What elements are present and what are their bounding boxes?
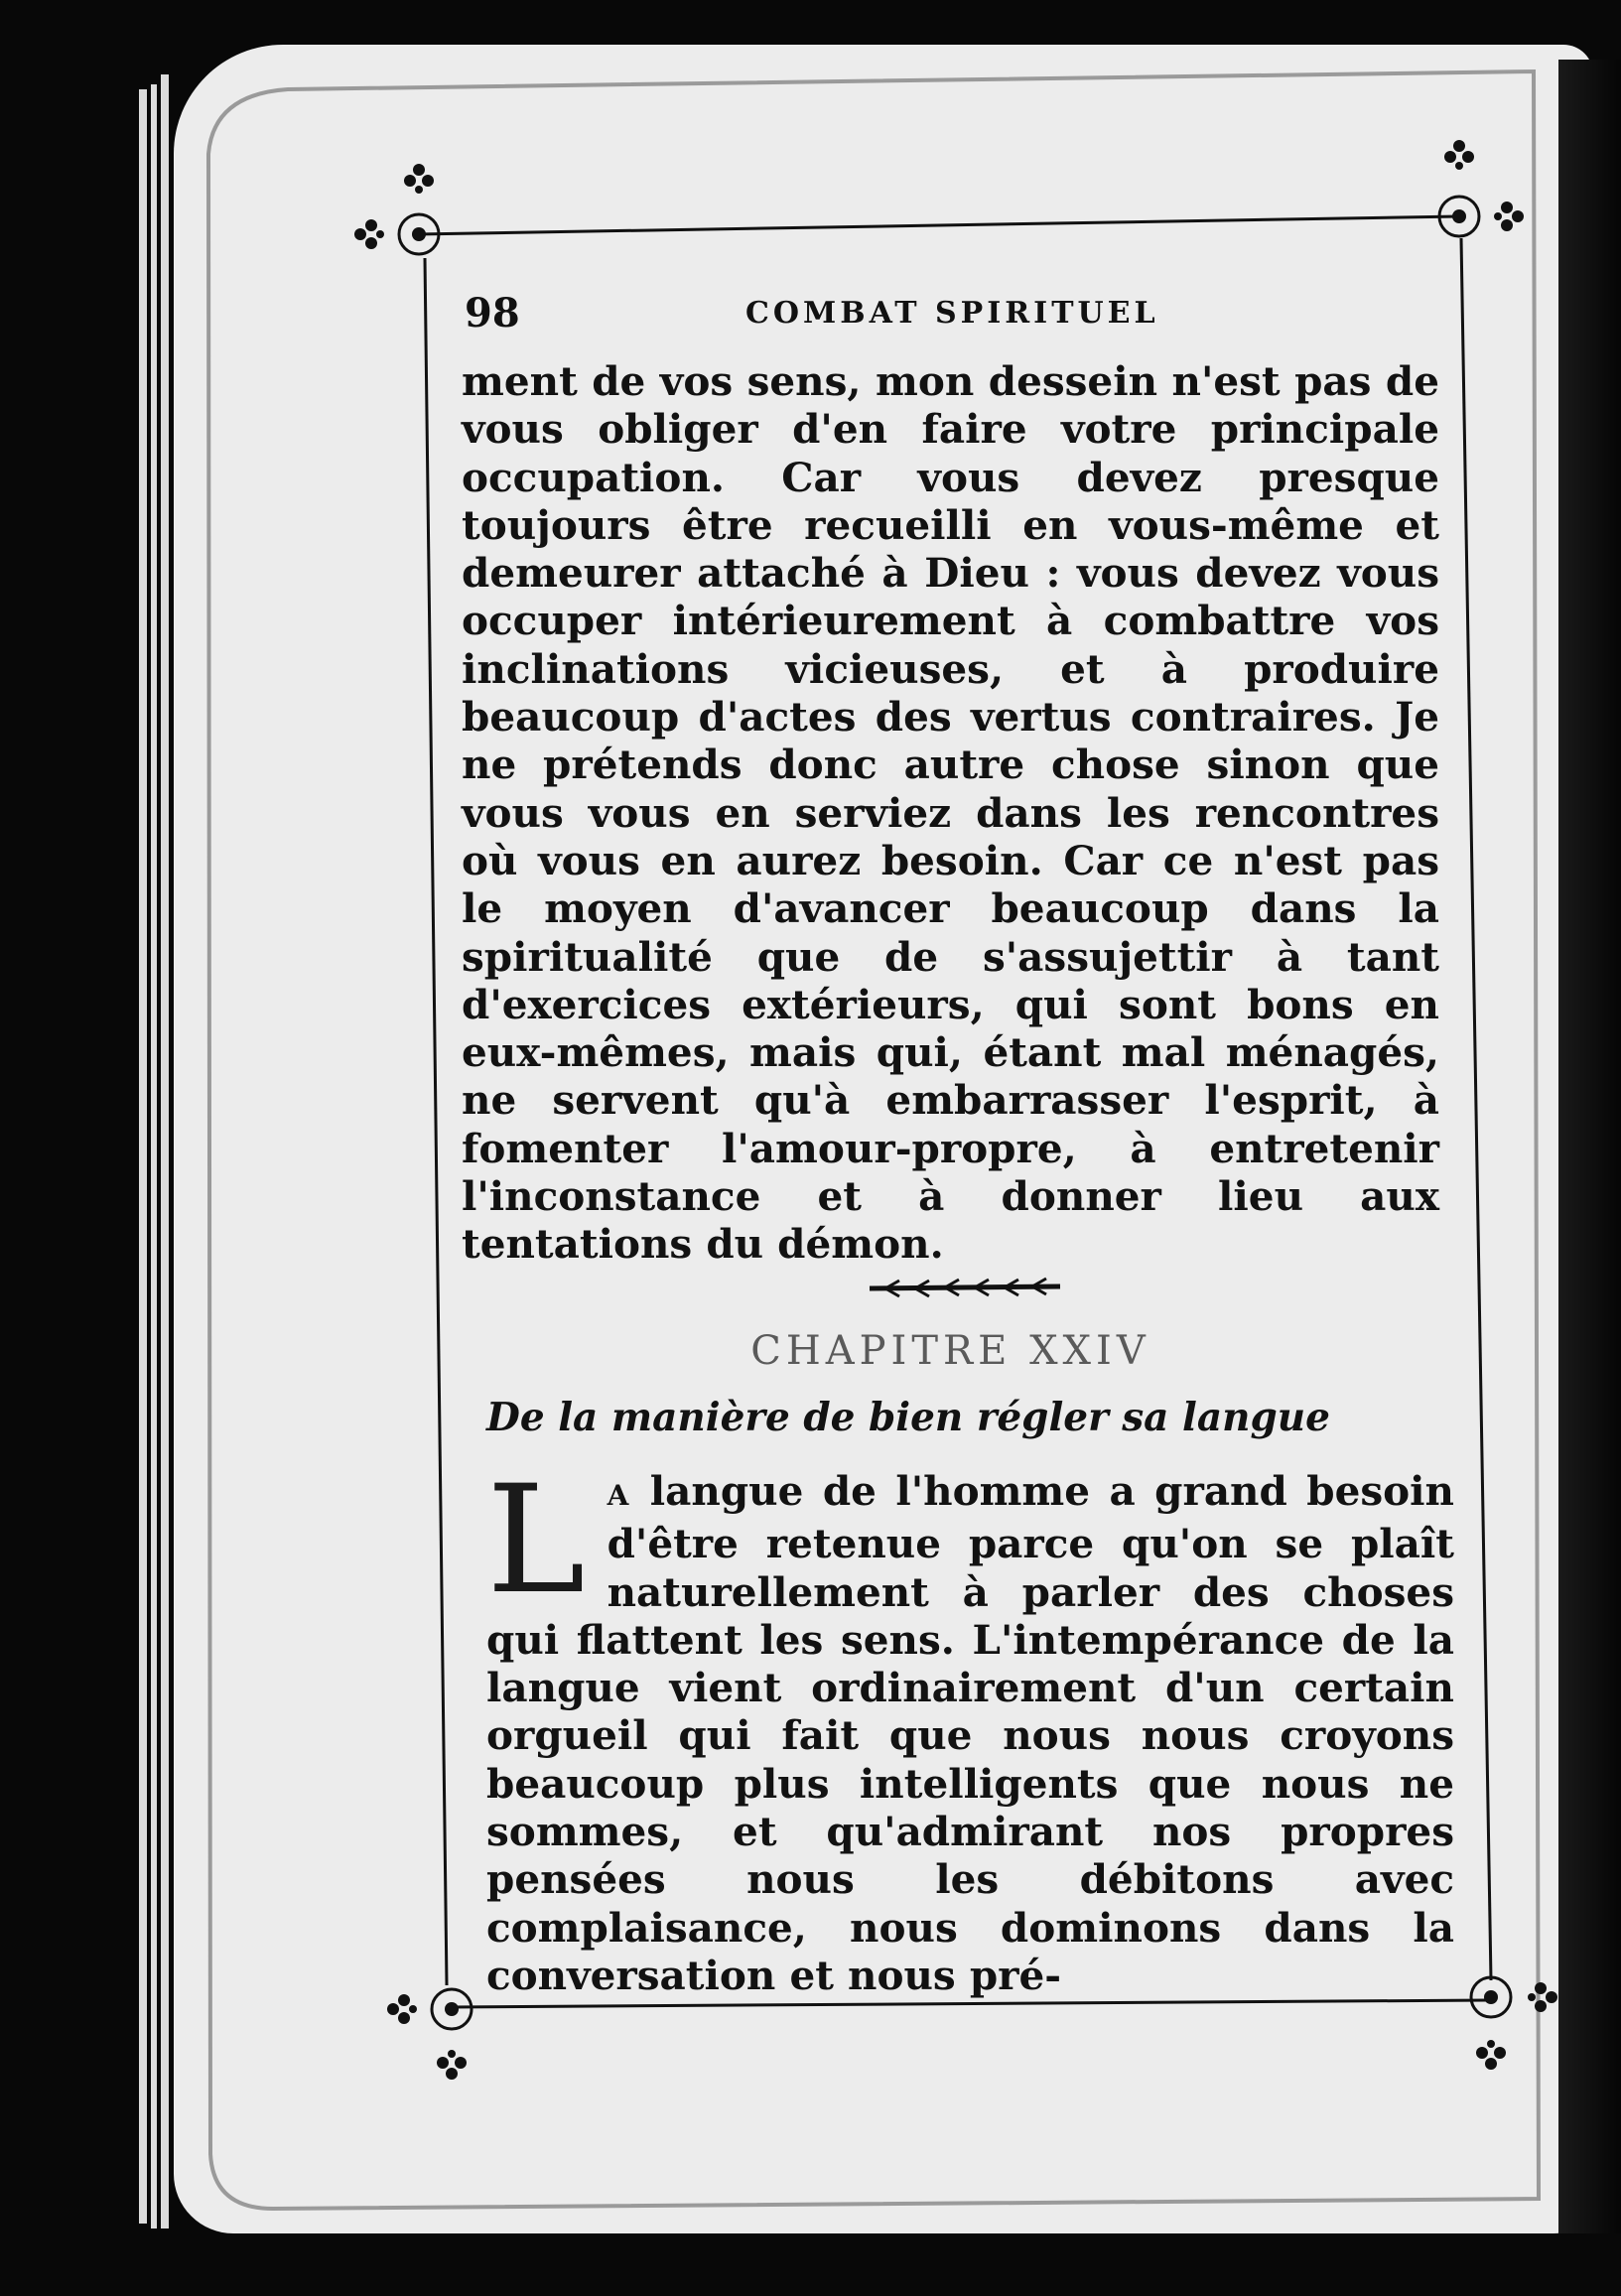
corner-ornament	[1471, 1977, 1557, 2070]
book-title: COMBAT SPIRITUEL	[745, 296, 1159, 331]
section-divider-ornament	[866, 1274, 1064, 1301]
running-head	[465, 290, 1457, 339]
corner-ornament	[387, 1989, 472, 2080]
corner-ornament	[1439, 140, 1524, 236]
chapter-heading: CHAPITRE XXIV	[750, 1328, 1150, 1374]
paragraph	[486, 1454, 1454, 1999]
chapter-body-text	[486, 1454, 1454, 1999]
first-word-rest: A	[607, 1479, 631, 1512]
chapter-paragraph: langue de l'homme a grand besoin d'être retenue parce qu'on se plaît naturellement à parler des choses qui flattent les sens. L'intempérance de la langue vient ordinairement d'un certain orgueil qui fait que nous nous croyons beaucoup plus intelligents que nous ne sommes, et qu'admirant nos propres pensées nous les débitons avec complaisance, nous dominons dans la conversation et nous pré-	[486, 1467, 1454, 1999]
body-text	[462, 357, 1439, 1269]
drop-cap: L	[486, 1454, 586, 1627]
chapter-title: De la manière de bien régler sa langue	[486, 1395, 1330, 1440]
corner-ornament	[354, 164, 439, 254]
page-number: 98	[465, 290, 520, 337]
paragraph: ment de vos sens, mon dessein n'est pas de vous obliger d'en faire votre principale occupation. Car vous devez presque toujours être recueilli en vous-même et demeurer attaché à Dieu : vous devez vous occuper intérieurement à combattre vos inclinations vicieuses, et à produire beaucoup d'actes des vertus contraires. Je ne prétends donc autre chose sinon que vous vous en serviez dans les rencontres où vous en aurez besoin. Car ce n'est pas le moyen d'avancer beaucoup dans la spiritualité que de s'assujettir à tant d'exercices extérieurs, qui sont bons en eux-mêmes, mais qui, étant mal ménagés, ne servent qu'à embarrasser l'esprit, à fomenter l'amour-propre, à entretenir l'inconstance et à donner lieu aux tentations du démon.	[462, 357, 1439, 1269]
